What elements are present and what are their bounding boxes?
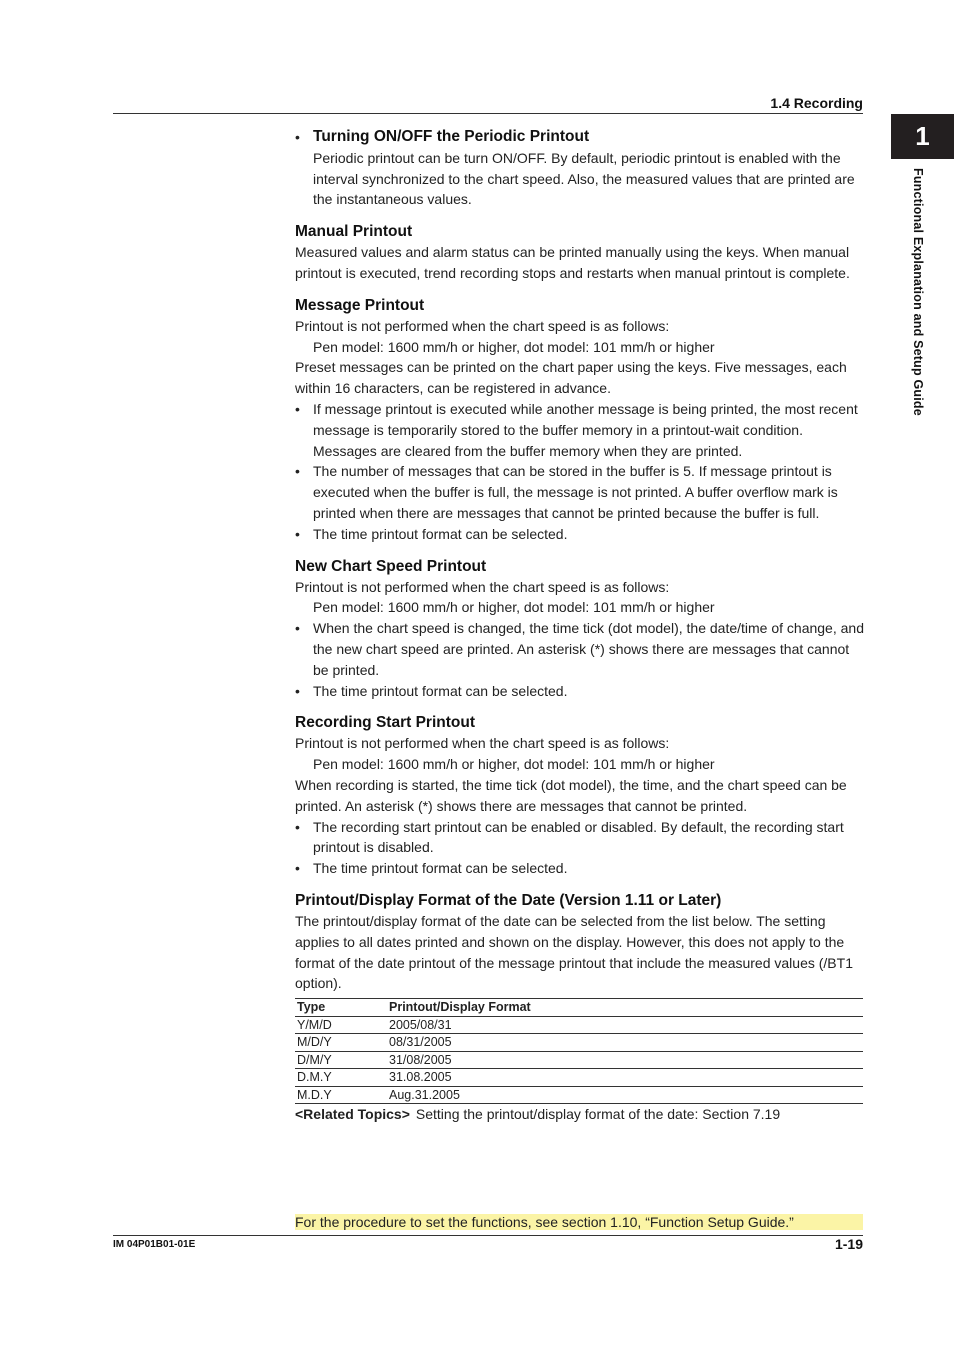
paragraph: Pen model: 1600 mm/h or higher, dot model: 101 mm/h or higher bbox=[313, 599, 715, 616]
section-heading: New Chart Speed Printout bbox=[295, 557, 487, 575]
list-item: • When the chart speed is changed, the time tick (dot model), the date/time of change, and the new chart speed are printed. An asterisk (*) shows there are messages that cannot be printed. bbox=[295, 618, 865, 680]
table-row bbox=[295, 1069, 863, 1087]
related-topics-label: <Related Topics> bbox=[295, 1106, 410, 1123]
section-recording-start-printout bbox=[295, 713, 865, 879]
column-header-format: Printout/Display Format bbox=[387, 999, 863, 1017]
procedure-note: For the procedure to set the functions, see section 1.10, “Function Setup Guide.” bbox=[295, 1214, 863, 1230]
table-cell: 31/08/2005 bbox=[387, 1051, 863, 1069]
paragraph: Printout is not performed when the chart speed is as follows: bbox=[295, 578, 670, 595]
paragraph: Pen model: 1600 mm/h or higher, dot model: 101 mm/h or higher bbox=[313, 338, 715, 355]
page-content bbox=[295, 127, 865, 1125]
section-periodic-printout bbox=[295, 127, 865, 210]
list-item: • The number of messages that can be stored in the buffer is 5. If message printout is executed when the buffer is full, the message is not printed. A buffer overflow mark is printed when there are messages that cannot be printed because the buffer is full. bbox=[295, 461, 865, 523]
paragraph: When recording is started, the time tick (dot model), the time, and the chart speed can be printed. An asterisk (*) shows there are messages that cannot be printed. bbox=[295, 776, 847, 814]
list-item: • The time printout format can be selected. bbox=[295, 858, 865, 879]
table-cell: 08/31/2005 bbox=[387, 1034, 863, 1052]
list-item: • If message printout is executed while another message is being printed, the most recent message is temporarily stored to the buffer memory in a printout-wait condition. Messages are cleared from the buffer memory when they are printed. bbox=[295, 399, 865, 461]
paragraph: Pen model: 1600 mm/h or higher, dot model: 101 mm/h or higher bbox=[313, 756, 715, 773]
section-heading: Printout/Display Format of the Date (Version 1.11 or Later) bbox=[295, 891, 722, 909]
list-item: • The time printout format can be selected. bbox=[295, 681, 865, 702]
list-item: • The recording start printout can be enabled or disabled. By default, the recording start printout is disabled. bbox=[295, 817, 865, 859]
section-manual-printout bbox=[295, 222, 865, 284]
related-topics bbox=[295, 1104, 865, 1125]
header-rule bbox=[113, 113, 863, 114]
list-item: • The time printout format can be selected. bbox=[295, 524, 865, 545]
table-row bbox=[295, 1086, 863, 1104]
running-header: 1.4 Recording bbox=[770, 95, 863, 111]
bullet-list bbox=[295, 618, 865, 701]
chapter-tab: 1 bbox=[891, 114, 954, 159]
paragraph: Periodic printout can be turn ON/OFF. By default, periodic printout is enabled with the interval synchronized to the chart speed. Also, the measured values that are printed are the instantaneous values. bbox=[313, 149, 855, 208]
bullet-list bbox=[295, 399, 865, 545]
column-header-type: Type bbox=[295, 999, 387, 1017]
table-row bbox=[295, 1051, 863, 1069]
section-heading: Recording Start Printout bbox=[295, 714, 475, 732]
table-cell: Aug.31.2005 bbox=[387, 1086, 863, 1104]
bullet-list bbox=[295, 817, 865, 879]
date-format-table bbox=[295, 998, 863, 1104]
paragraph: Printout is not performed when the chart speed is as follows: bbox=[295, 735, 670, 752]
table-header-row bbox=[295, 999, 863, 1017]
section-message-printout bbox=[295, 296, 865, 545]
table-row bbox=[295, 1034, 863, 1052]
section-date-format bbox=[295, 891, 865, 1125]
paragraph: Measured values and alarm status can be printed manually using the keys. When manual printout is executed, trend recording stops and restarts when manual printout is complete. bbox=[295, 244, 850, 281]
table-cell: M/D/Y bbox=[295, 1034, 387, 1052]
table-cell: D/M/Y bbox=[295, 1051, 387, 1069]
section-heading: Manual Printout bbox=[295, 223, 413, 241]
table-cell: 2005/08/31 bbox=[387, 1016, 863, 1034]
bullet-marker: • bbox=[295, 129, 300, 145]
related-topics-text: Setting the printout/display format of the date: Section 7.19 bbox=[415, 1106, 781, 1123]
paragraph: The printout/display format of the date can be selected from the list below. The setting applies to all dates printed and shown on the display. However, this does not apply to the format of the date printout of the message printout that include the measured values (/BT1 option). bbox=[295, 912, 853, 992]
document-id: IM 04P01B01-01E bbox=[113, 1239, 196, 1250]
table-cell: M.D.Y bbox=[295, 1086, 387, 1104]
table-cell: D.M.Y bbox=[295, 1069, 387, 1087]
section-heading: Message Printout bbox=[295, 296, 425, 314]
section-heading: Turning ON/OFF the Periodic Printout bbox=[313, 128, 590, 145]
footer-rule bbox=[113, 1235, 863, 1236]
table-row bbox=[295, 1016, 863, 1034]
table-cell: 31.08.2005 bbox=[387, 1069, 863, 1087]
paragraph: Printout is not performed when the chart speed is as follows: bbox=[295, 317, 670, 334]
section-new-chart-speed-printout bbox=[295, 557, 865, 702]
table-cell: Y/M/D bbox=[295, 1016, 387, 1034]
chapter-side-label: Functional Explanation and Setup Guide bbox=[911, 168, 925, 416]
paragraph: Preset messages can be printed on the chart paper using the keys. Five messages, each within 16 characters, can be registered in advance. bbox=[295, 359, 847, 397]
page-number: 1-19 bbox=[834, 1236, 863, 1252]
